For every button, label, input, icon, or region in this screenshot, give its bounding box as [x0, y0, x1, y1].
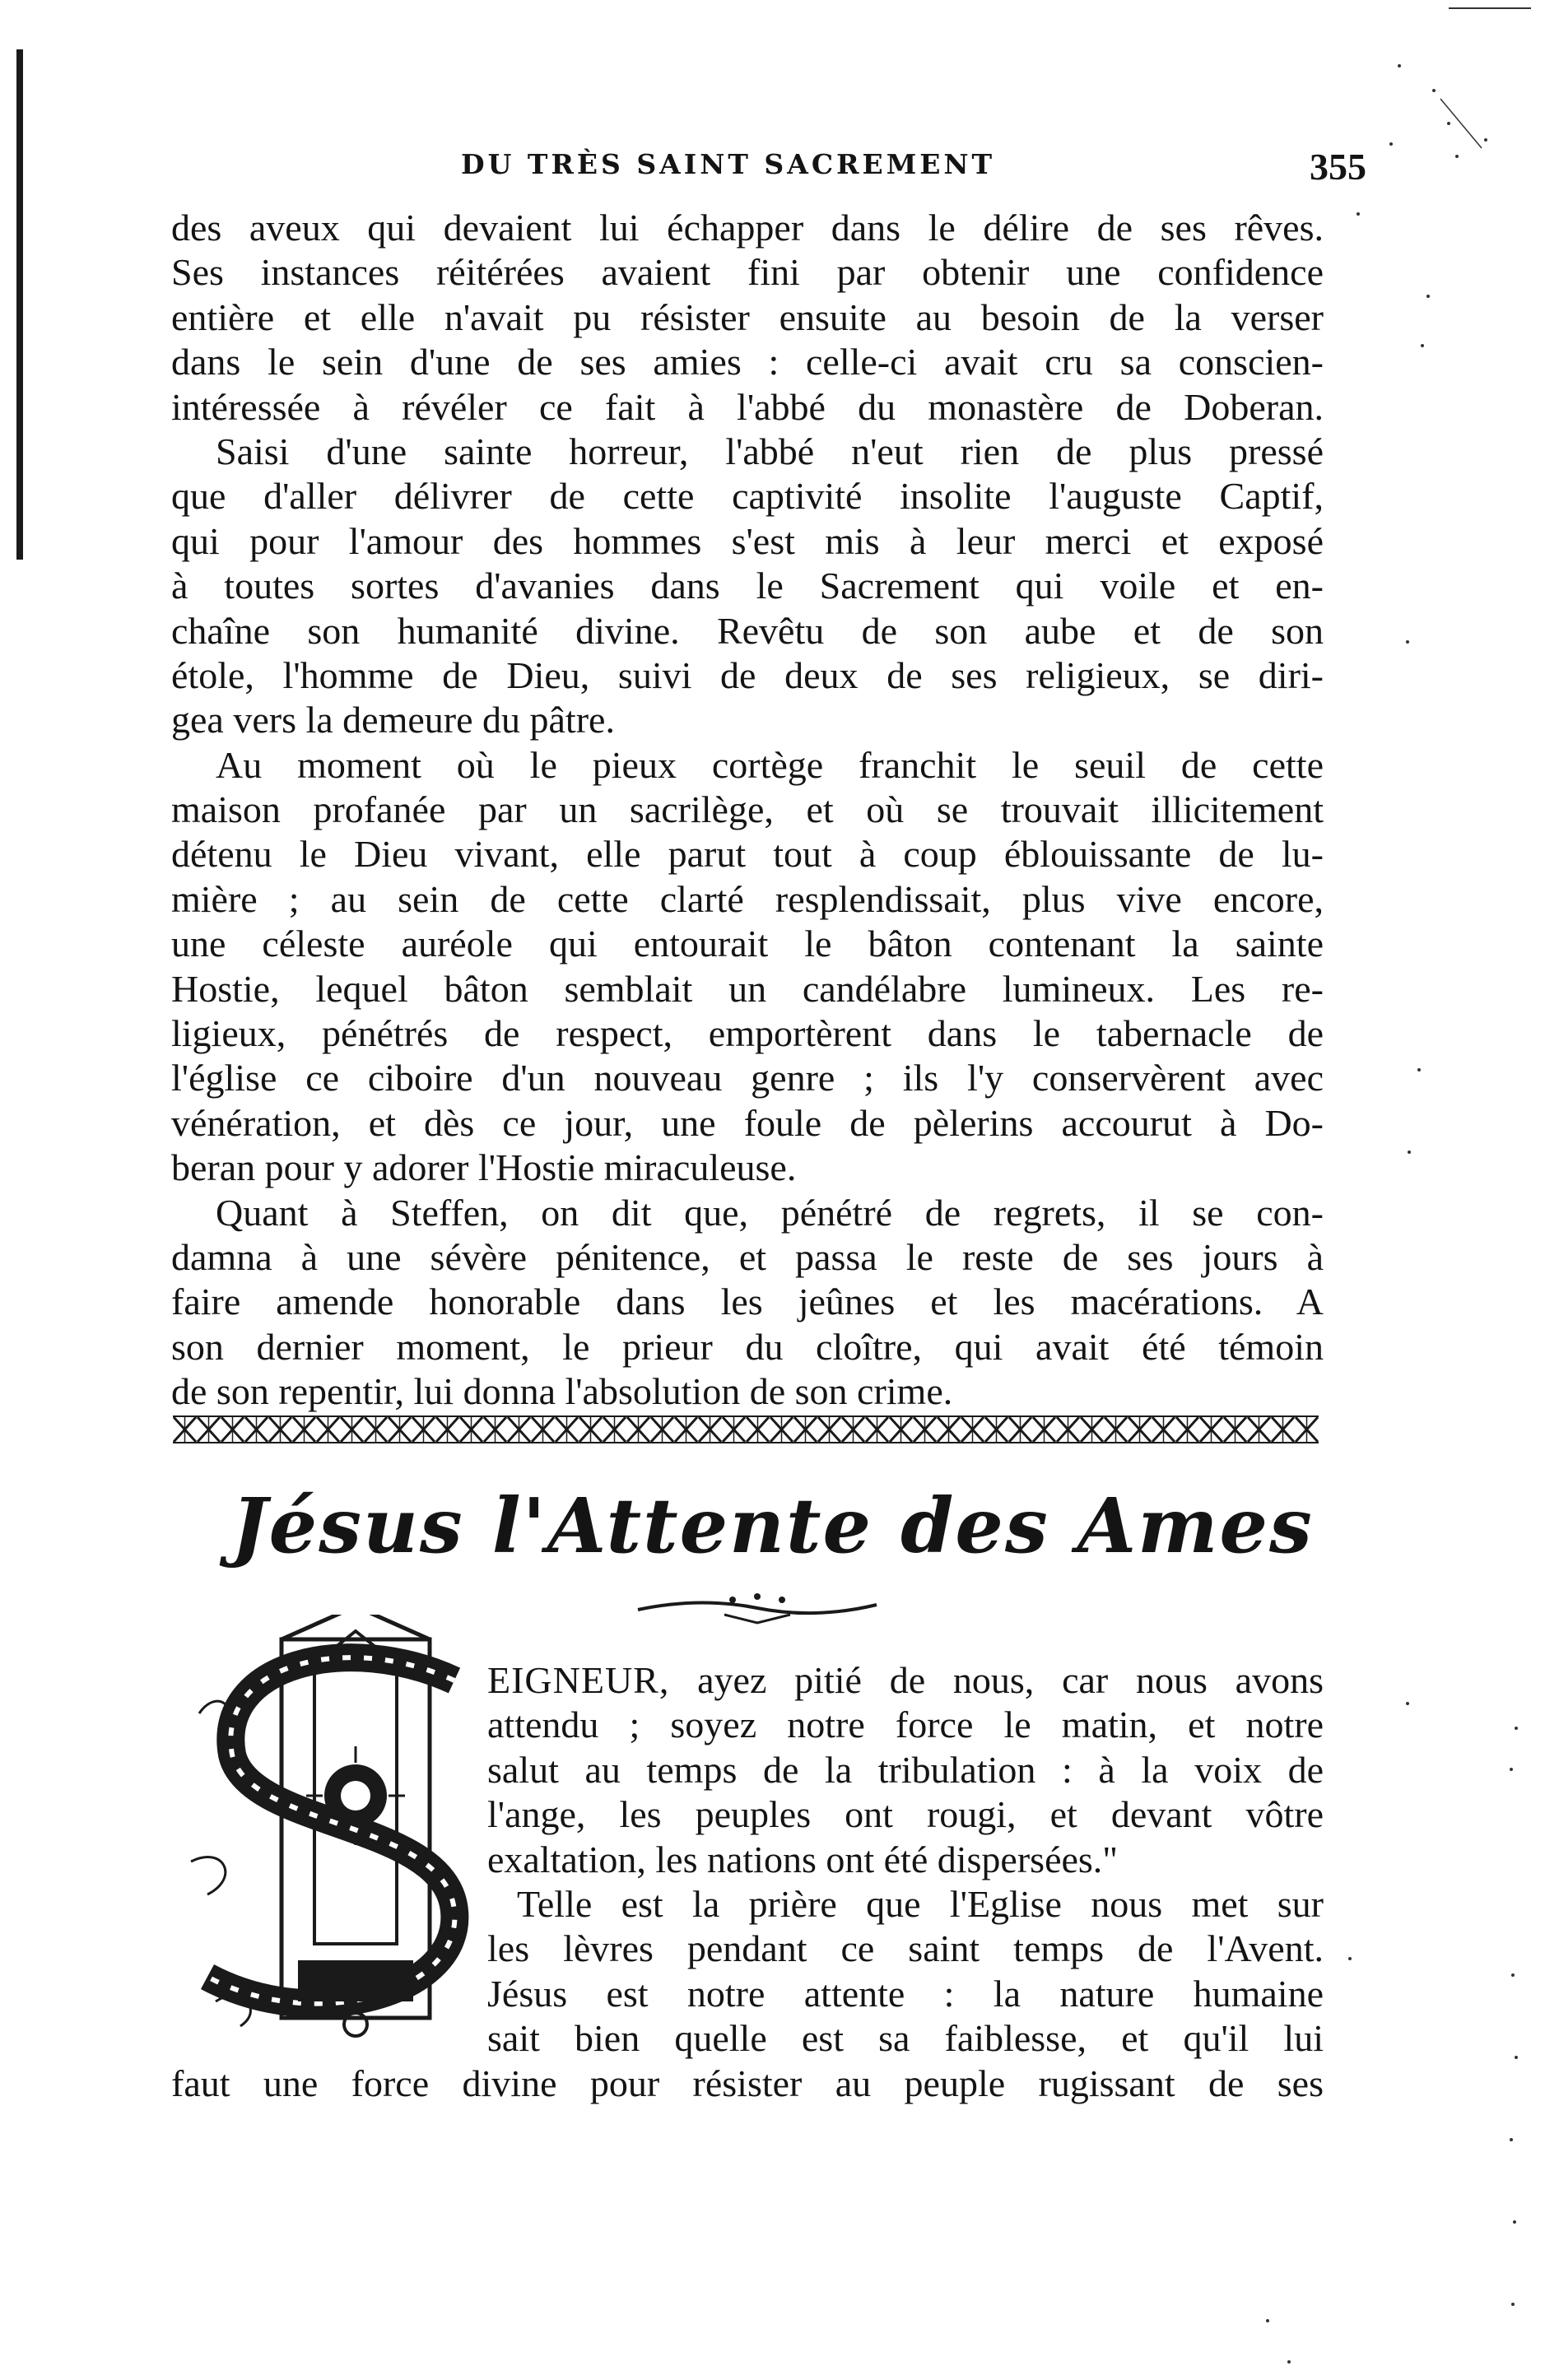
text-line: ligieux, pénétrés de respect, emportèrent dans le tabernacle de [171, 1012, 1324, 1055]
text-line: beran pour y adorer l'Hostie miraculeuse. [171, 1146, 797, 1189]
body-paragraphs [171, 206, 1324, 1415]
text-line: faut une force divine pour résister au peuple rugissant de ses [171, 2062, 1324, 2104]
running-title: DU TRÈS SAINT SACREMENT [461, 148, 996, 180]
text-line: qui pour l'amour des hommes s'est mis à leur merci et exposé [171, 519, 1324, 562]
text-line: des aveux qui devaient lui échapper dans le délire de ses rêves. [171, 207, 1324, 249]
ornamental-divider [173, 1415, 1319, 1443]
opening-rest: ayez pitié de nous, car nous avons [669, 1659, 1324, 1701]
text-line: salut au temps de la tribulation : à la voix de [487, 1748, 1324, 1791]
text-line: gea vers la demeure du pâtre. [171, 699, 615, 741]
running-head [461, 148, 1366, 198]
text-line: vénération, et dès ce jour, une foule de pèlerins accourut à Do- [171, 1101, 1324, 1144]
opening-word: EIGNEUR, [487, 1659, 670, 1701]
text-line: les lèvres pendant ce saint temps de l'Avent. [487, 1927, 1324, 1970]
title-flourish [634, 1590, 881, 1628]
text-line: à toutes sortes d'avanies dans le Sacrement qui voile et en- [171, 565, 1324, 607]
text-line: l'église ce ciboire d'un nouveau genre ; ils l'y conservèrent avec [171, 1057, 1324, 1099]
text-line: Quant à Steffen, on dit que, pénétré de regrets, il se con- [216, 1191, 1324, 1234]
text-line: mière ; au sein de cette clarté resplendissait, plus vive encore, [171, 877, 1324, 920]
text-line: son dernier moment, le prieur du cloître, qui avait été témoin [171, 1325, 1324, 1368]
text-line: que d'aller délivrer de cette captivité insolite l'auguste Captif, [171, 475, 1324, 518]
section-title: Jésus l'Attente des Ames [231, 1481, 1314, 1570]
text-line: Hostie, lequel bâton semblait un candélabre lumineux. Les re- [171, 967, 1324, 1010]
text-line: chaîne son humanité divine. Revêtu de son aube et de son [171, 609, 1324, 652]
text-line: Saisi d'une sainte horreur, l'abbé n'eut rien de plus pressé [216, 430, 1324, 472]
text-line: Ses instances réitérées avaient fini par obtenir une confidence [171, 251, 1324, 294]
text-line: Telle est la prière que l'Eglise nous met sur [517, 1882, 1324, 1925]
text-line: de son repentir, lui donna l'absolution de son crime. [171, 1370, 953, 1413]
text-line: étole, l'homme de Dieu, suivi de deux de ses religieux, se diri- [171, 653, 1324, 696]
section-paragraphs [171, 1658, 1324, 2106]
text-line: faire amende honorable dans les jeûnes et les macérations. A [171, 1281, 1324, 1323]
text-line: l'ange, les peuples ont rougi, et devant vôtre [487, 1793, 1324, 1836]
text-line: attendu ; soyez notre force le matin, et notre [487, 1704, 1324, 1746]
text-line: entière et elle n'avait pu résister ensuite au besoin de la verser [171, 295, 1324, 338]
text-line: détenu le Dieu vivant, elle parut tout à coup éblouissante de lu- [171, 833, 1324, 876]
text-line: sait bien quelle est sa faiblesse, et qu'il lui [487, 2017, 1324, 2060]
text-line: une céleste auréole qui entourait le bâton contenant la sainte [171, 923, 1324, 965]
text-line: dans le sein d'une de ses amies : celle-ci avait cru sa conscien- [171, 341, 1324, 383]
text-line: Au moment où le pieux cortège franchit le seuil de cette [216, 743, 1324, 786]
text-line: damna à une sévère pénitence, et passa le reste de ses jours à [171, 1235, 1324, 1278]
text-line [487, 1658, 1324, 1703]
text-line: Jésus est notre attente : la nature humaine [487, 1972, 1324, 2015]
text-line: intéressée à révéler ce fait à l'abbé du monastère de Doberan. [171, 385, 1324, 428]
page-number: 355 [1310, 146, 1366, 188]
text-line: maison profanée par un sacrilège, et où se trouvait illicitement [171, 788, 1324, 831]
text-line: exaltation, les nations ont été dispersées." [487, 1838, 1119, 1880]
